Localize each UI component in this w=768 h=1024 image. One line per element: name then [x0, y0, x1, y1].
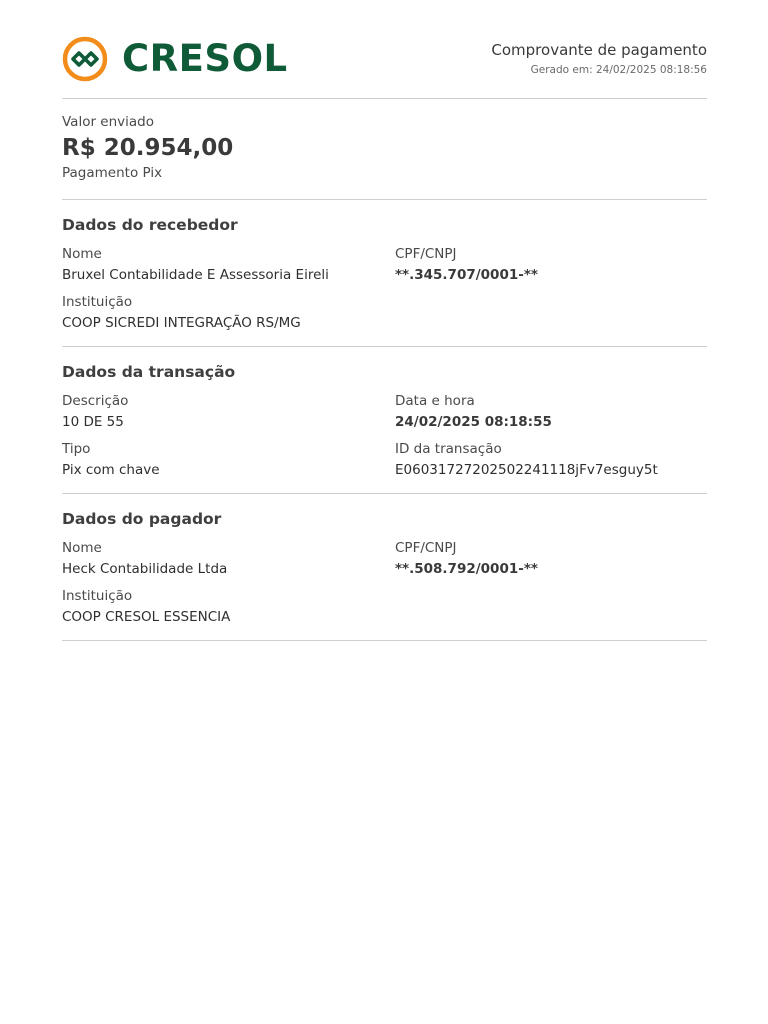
payer-document-field: [395, 539, 715, 578]
field-label: ID da transação: [395, 441, 502, 457]
field-label: Descrição: [62, 393, 129, 409]
amount-value: R$ 20.954,00: [62, 135, 234, 161]
amount-label: Valor enviado: [62, 114, 155, 130]
recipient-name: Bruxel Contabilidade E Assessoria Eireli: [62, 267, 329, 283]
payer-institution: COOP CRESOL ESSENCIA: [62, 609, 231, 625]
recipient-name-field: [62, 245, 382, 284]
receipt-meta: [491, 40, 707, 78]
cresol-logo-icon: [62, 36, 108, 82]
recipient-institution: COOP SICREDI INTEGRAÇÃO RS/MG: [62, 315, 301, 331]
payer-name: Heck Contabilidade Ltda: [62, 561, 228, 577]
type-value: Pix com chave: [62, 462, 160, 478]
type-field: [62, 440, 382, 479]
recipient-document: **.345.707/0001-**: [395, 267, 538, 283]
recipient-section: [62, 200, 707, 347]
field-label: Nome: [62, 246, 102, 262]
document-title: Comprovante de pagamento: [491, 41, 707, 59]
payer-section: [62, 494, 707, 641]
payment-receipt: [62, 0, 707, 641]
description-value: 10 DE 55: [62, 414, 124, 430]
field-label: Instituição: [62, 294, 133, 310]
payer-document: **.508.792/0001-**: [395, 561, 538, 577]
field-label: Instituição: [62, 588, 133, 604]
recipient-institution-field: [62, 293, 382, 332]
transaction-title: Dados da transação: [62, 363, 236, 381]
brand-logo: [62, 37, 288, 81]
datetime-field: [395, 392, 715, 431]
field-label: Tipo: [62, 441, 91, 457]
description-field: [62, 392, 382, 431]
transaction-id-field: [395, 440, 715, 479]
field-label: Nome: [62, 540, 102, 556]
recipient-title: Dados do recebedor: [62, 216, 238, 234]
field-label: Data e hora: [395, 393, 475, 409]
generated-timestamp: Gerado em: 24/02/2025 08:18:56: [530, 64, 707, 76]
payer-institution-field: [62, 587, 382, 626]
receipt-header: [62, 0, 707, 99]
field-label: CPF/CNPJ: [395, 246, 457, 262]
amount-section: [62, 99, 707, 200]
recipient-document-field: [395, 245, 715, 284]
field-label: CPF/CNPJ: [395, 540, 457, 556]
payer-title: Dados do pagador: [62, 510, 222, 528]
payer-name-field: [62, 539, 382, 578]
payment-method: Pagamento Pix: [62, 165, 163, 181]
transaction-section: [62, 347, 707, 494]
datetime-value: 24/02/2025 08:18:55: [395, 414, 552, 430]
brand-name: CRESOL: [122, 37, 288, 80]
transaction-id: E06031727202502241118jFv7esguy5t: [395, 462, 658, 478]
